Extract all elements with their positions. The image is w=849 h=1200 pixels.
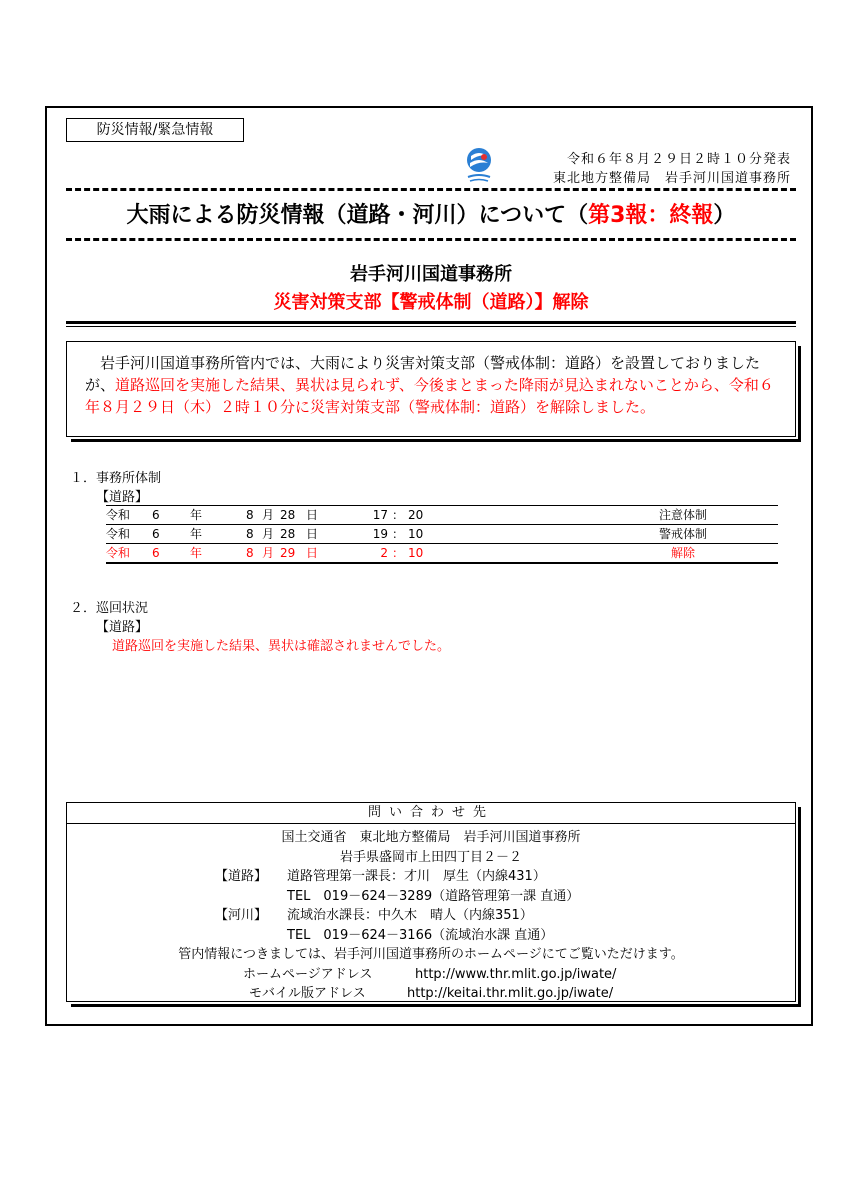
issue-office: 東北地方整備局 岩手河川国道事務所 — [552, 171, 791, 186]
page-title — [66, 198, 796, 229]
year-unit-cell: 年 — [190, 506, 246, 525]
month-unit-cell: 月 — [262, 506, 280, 525]
notice-text-part2: 道路巡回を実施した結果、異状は見られず、今後まとまった降雨が見込まれないことから、令和６年８月２９日（木）２時１０分に災害対策支部（警戒体制：道路）を解除しました。 — [85, 376, 774, 416]
year-unit-cell: 年 — [190, 544, 246, 564]
river-person: 流域治水課長：中久木 晴人（内線351） — [287, 908, 533, 923]
contact-heading: 問い合わせ先 — [67, 803, 795, 824]
day-unit-cell: 日 — [306, 506, 366, 525]
homepage-link[interactable]: http://www.thr.mlit.go.jp/iwate/ — [415, 966, 617, 982]
mobile-line — [67, 984, 795, 1004]
time-sep-cell: ： — [388, 506, 408, 525]
month-cell: 8 — [246, 506, 262, 525]
day-cell: 28 — [280, 525, 306, 544]
title-main: 大雨による防災情報（道路・河川）について（ — [126, 203, 589, 228]
table-row — [106, 506, 778, 525]
homepage-line — [67, 965, 795, 985]
river-tag: 【河川】 — [215, 908, 268, 923]
road-person: 道路管理第一課長：才川 厚生（内線431） — [287, 869, 546, 884]
section2-heading: ２．巡回状況 — [70, 601, 149, 616]
contact-river-line — [67, 906, 795, 926]
office-heading — [66, 260, 796, 314]
issue-info — [553, 150, 791, 188]
road-tag: 【道路】 — [215, 869, 268, 884]
homepage-label: ホームページアドレス — [243, 966, 373, 982]
hour-cell: 19 — [366, 525, 388, 544]
era-cell: 令和 — [106, 506, 152, 525]
year-cell: 6 — [152, 506, 190, 525]
month-unit-cell: 月 — [262, 525, 280, 544]
table-row — [106, 525, 778, 544]
hour-cell: 17 — [366, 506, 388, 525]
status-cell: 解除 — [588, 544, 778, 564]
section2-sub: 【道路】 — [96, 620, 149, 635]
month-cell: 8 — [246, 544, 262, 564]
category-label: 防災情報/緊急情報 — [66, 118, 244, 142]
mobile-label: モバイル版アドレス — [249, 986, 366, 1001]
title-rule-top — [66, 188, 796, 194]
era-cell: 令和 — [106, 525, 152, 544]
patrol-result: 道路巡回を実施した結果、異状は確認されませんでした。 — [112, 639, 451, 654]
contact-org: 国土交通省 東北地方整備局 岩手河川国道事務所 — [281, 830, 581, 845]
river-tel: TEL 019－624－3166（流域治水課 直通） — [287, 927, 554, 943]
title-close: ） — [713, 203, 736, 228]
status-cell: 注意体制 — [588, 506, 778, 525]
month-unit-cell: 月 — [262, 544, 280, 564]
office-status: 災害対策支部【警戒体制（道路）】解除 — [273, 292, 589, 313]
title-report-number: 第3報：終報 — [588, 203, 714, 228]
month-cell: 8 — [246, 525, 262, 544]
contact-box — [66, 802, 796, 1002]
time-sep-cell: ： — [388, 544, 408, 564]
schedule-table — [106, 505, 778, 564]
minute-cell: 10 — [408, 544, 588, 564]
notice-text-part1: 岩手河川国道事務所管内では、大雨により災害対策支部（警戒体制：道路）を設置しておりましたが、 — [85, 354, 761, 394]
time-sep-cell: ： — [388, 525, 408, 544]
year-cell: 6 — [152, 525, 190, 544]
era-cell: 令和 — [106, 544, 152, 564]
office-name: 岩手河川国道事務所 — [350, 264, 512, 285]
day-cell: 29 — [280, 544, 306, 564]
contact-road-line — [67, 867, 795, 887]
contact-address: 岩手県盛岡市上田四丁目２－２ — [339, 849, 522, 865]
notice-box — [66, 341, 796, 437]
homepage-note: 管内情報につきましては、岩手河川国道事務所のホームページにてご覧いただけます。 — [178, 947, 684, 962]
day-cell: 28 — [280, 506, 306, 525]
section1-heading: １．事務所体制 — [70, 471, 162, 486]
day-unit-cell: 日 — [306, 544, 366, 564]
day-unit-cell: 日 — [306, 525, 366, 544]
year-cell: 6 — [152, 544, 190, 564]
minute-cell: 20 — [408, 506, 588, 525]
title-rule-bottom — [66, 238, 796, 244]
road-tel: TEL 019－624－3289（道路管理第一課 直通） — [287, 888, 580, 904]
contact-body — [67, 824, 795, 1004]
status-cell: 警戒体制 — [588, 525, 778, 544]
issue-datetime: 令和６年８月２９日２時１０分発表 — [566, 152, 791, 167]
section1-sub: 【道路】 — [96, 490, 149, 505]
hour-cell: 2 — [366, 544, 388, 564]
contact-river-tel-line — [67, 926, 795, 946]
table-row — [106, 544, 778, 564]
mlit-logo — [462, 146, 496, 186]
minute-cell: 10 — [408, 525, 588, 544]
contact-road-tel-line — [67, 887, 795, 907]
mobile-link[interactable]: http://keitai.thr.mlit.go.jp/iwate/ — [407, 986, 614, 1001]
office-rule — [66, 321, 796, 327]
year-unit-cell: 年 — [190, 525, 246, 544]
